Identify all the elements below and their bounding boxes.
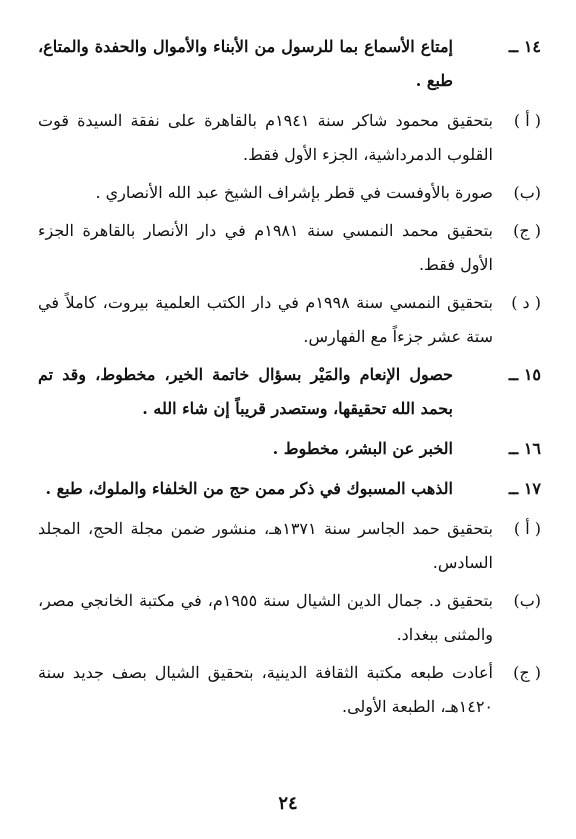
subitem-mark: (ب) <box>513 591 541 610</box>
entry-14-subitem-b <box>38 176 541 210</box>
entry-14-subitem-c <box>38 214 541 282</box>
subitem-mark: (ب) <box>513 183 541 202</box>
entry-number: ١٧ ــ <box>508 479 541 498</box>
subitem-text: بتحقيق د. جمال الدين الشيال سنة ١٩٥٥م، في مكتبة الخانجي مصر، والمثنى ببغداد. <box>38 591 494 644</box>
entry-title: إمتاع الأسماع بما للرسول من الأبناء والأموال والحفدة والمتاع، طبع . <box>38 37 453 90</box>
entry-15 <box>38 358 541 426</box>
subitem-text: أعادت طبعه مكتبة الثقافة الدينية، بتحقيق الشيال بصف جديد سنة ١٤٢٠هـ، الطبعة الأولى. <box>38 663 493 716</box>
entry-17-subitem-c <box>38 656 541 724</box>
entry-title: الخبر عن البشر، مخطوط . <box>272 439 453 458</box>
subitem-mark: ( د ) <box>511 293 541 312</box>
entry-14-subitem-d <box>38 286 541 354</box>
entry-title: حصول الإنعام والمَيْر بسؤال خاتمة الخير، مخطوط، وقد تم بحمد الله تحقيقها، وستصدر قريباً إن شاء الله . <box>38 365 453 418</box>
subitem-mark: ( ج) <box>513 663 541 682</box>
subitem-text: بتحقيق النمسي سنة ١٩٩٨م في دار الكتب العلمية بيروت، كاملاً في ستة عشر جزءاً مع الفهارس. <box>38 293 493 346</box>
entry-16 <box>38 432 541 466</box>
entry-17-subitem-a <box>38 512 541 580</box>
entry-17 <box>38 472 541 506</box>
entry-14-subitem-a <box>38 104 541 172</box>
entry-number: ١٦ ــ <box>508 439 541 458</box>
page-number: ٢٤ <box>278 793 298 814</box>
subitem-text: بتحقيق حمد الجاسر سنة ١٣٧١هـ، منشور ضمن مجلة الحج، المجلد السادس. <box>38 519 493 572</box>
subitem-text: بتحقيق محمود شاكر سنة ١٩٤١م بالقاهرة على نفقة السيدة قوت القلوب الدمرداشية، الجزء الأول فقط. <box>38 111 494 164</box>
document-body <box>38 30 541 728</box>
subitem-mark: ( ج) <box>513 221 541 240</box>
entry-17-subitem-b <box>38 584 541 652</box>
entry-number: ١٥ ــ <box>508 365 541 384</box>
entry-title: الذهب المسبوك في ذكر ممن حج من الخلفاء والملوك، طبع . <box>45 479 453 498</box>
subitem-text: بتحقيق محمد النمسي سنة ١٩٨١م في دار الأنصار بالقاهرة الجزء الأول فقط. <box>38 221 493 274</box>
subitem-mark: ( أ ) <box>513 519 541 538</box>
entry-14 <box>38 30 541 98</box>
subitem-text: صورة بالأوفست في قطر بإشراف الشيخ عبد الله الأنصاري . <box>95 183 493 202</box>
subitem-mark: ( أ ) <box>513 111 541 130</box>
entry-number: ١٤ ــ <box>508 37 541 56</box>
